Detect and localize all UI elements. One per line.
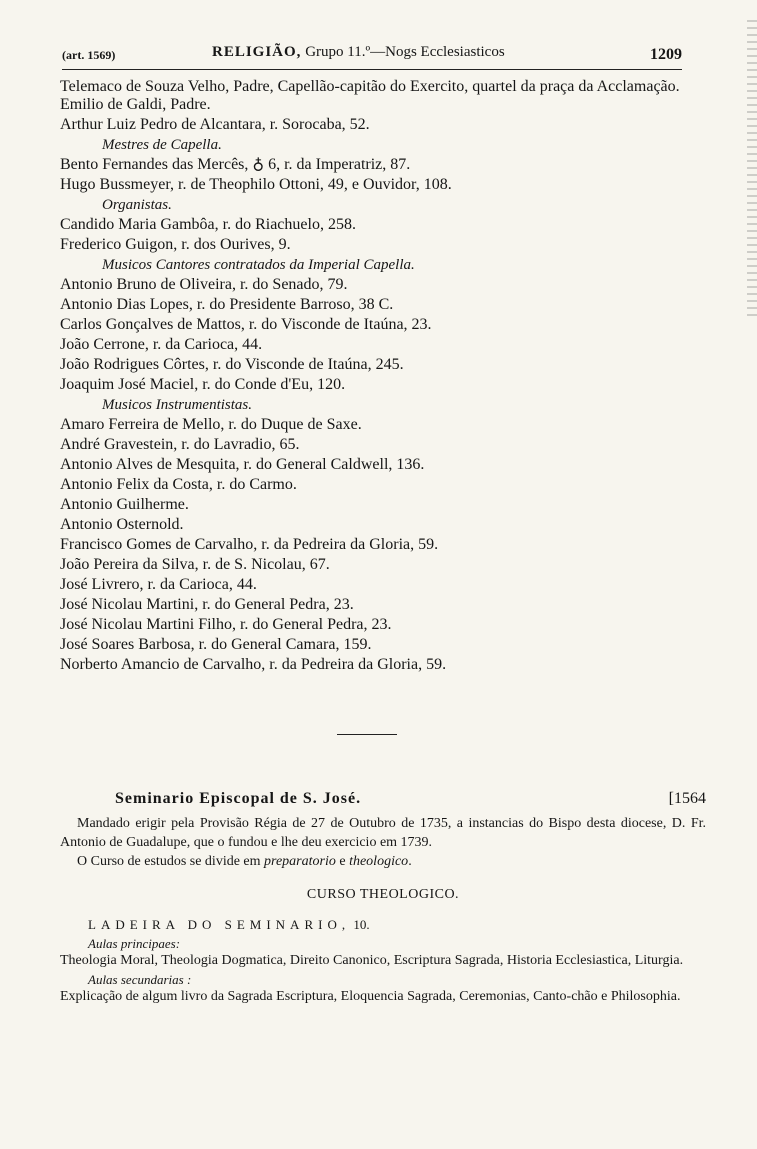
aulas-secundarias-list: Explicação de algum livro da Sagrada Escriptura, Eloquencia Sagrada, Ceremonias, Canto-chão e Philosophia.	[60, 989, 681, 1004]
seminario-section	[60, 790, 706, 1005]
page-edge-artifact	[747, 20, 757, 320]
section-divider	[337, 734, 397, 735]
directory-entry: Arthur Luiz Pedro de Alcantara, r. Sorocaba, 52.	[60, 116, 370, 133]
directory-entry: Amaro Ferreira de Mello, r. do Duque de Saxe.	[60, 416, 362, 433]
page-number: 1209	[650, 46, 682, 63]
directory-entry: Antonio Dias Lopes, r. do Presidente Barroso, 38 C.	[60, 296, 394, 313]
directory-entry: Emilio de Galdi, Padre.	[60, 96, 211, 113]
directory-entry: José Nicolau Martini, r. do General Pedra, 23.	[60, 596, 354, 613]
directory-entry: Antonio Felix da Costa, r. do Carmo.	[60, 476, 297, 493]
running-header	[62, 44, 682, 70]
directory-entry: Hugo Bussmeyer, r. de Theophilo Ottoni, 49, e Ouvidor, 108.	[60, 176, 452, 193]
directory-entry: Norberto Amancio de Carvalho, r. da Pedreira da Gloria, 59.	[60, 656, 447, 673]
directory-entry: Antonio Alves de Mesquita, r. do General Caldwell, 136.	[60, 456, 425, 473]
directory-entry: Bento Fernandes das Mercês, ♁ 6, r. da Imperatriz, 87.	[60, 156, 411, 173]
directory-entry: Francisco Gomes de Carvalho, r. da Pedreira da Gloria, 59.	[60, 536, 439, 553]
header-title-bold: RELIGIÃO,	[212, 44, 302, 60]
section-subheading: Mestres de Capella.	[102, 137, 222, 153]
address-line: LADEIRA DO SEMINARIO, 10.	[88, 917, 370, 932]
directory-entry: João Cerrone, r. da Carioca, 44.	[60, 336, 263, 353]
directory-entry: João Rodrigues Côrtes, r. do Visconde de Itaúna, 245.	[60, 356, 404, 373]
section-subheading: Organistas.	[102, 197, 172, 213]
seminario-title: Seminario Episcopal de S. José.	[115, 790, 362, 807]
directory-entry: João Pereira da Silva, r. de S. Nicolau, 67.	[60, 556, 330, 573]
seminario-code: [1564	[668, 790, 706, 807]
directory-entry: Antonio Bruno de Oliveira, r. do Senado, 79.	[60, 276, 348, 293]
aulas-principaes-list: Theologia Moral, Theologia Dogmatica, Direito Canonico, Escriptura Sagrada, Historia Ecclesiastica, Liturgia.	[60, 953, 684, 968]
directory-entry: Candido Maria Gambôa, r. do Riachuelo, 258.	[60, 216, 356, 233]
directory-entry: Frederico Guigon, r. dos Ourives, 9.	[60, 236, 291, 253]
seminario-heading	[60, 790, 706, 814]
section-subheading: Musicos Cantores contratados da Imperial Capella.	[102, 257, 415, 273]
header-title-rest: Grupo 11.º—Nogs Ecclesiasticos	[301, 44, 505, 60]
directory-entry: Joaquim José Maciel, r. do Conde d'Eu, 120.	[60, 376, 346, 393]
directory-entry: André Gravestein, r. do Lavradio, 65.	[60, 436, 300, 453]
directory-entry: José Livrero, r. da Carioca, 44.	[60, 576, 257, 593]
directory-entry: Telemaco de Souza Velho, Padre, Capellão-capitão do Exercito, quartel da praça da Acclamação.	[60, 78, 680, 95]
directory-entry: Carlos Gonçalves de Mattos, r. do Visconde de Itaúna, 23.	[60, 316, 432, 333]
aulas-principaes-heading: Aulas principaes:	[88, 936, 181, 951]
curso-theologico-title: CURSO THEOLOGICO.	[306, 887, 460, 902]
directory-entry: Antonio Osternold.	[60, 516, 184, 533]
header-title	[212, 44, 505, 61]
seminario-history: Mandado erigir pela Provisão Régia de 27 de Outubro de 1735, a instancias do Bispo desta diocese, D. Fr. Antonio de Guadalupe, que o fundou e lhe deu exercicio em 1739.	[60, 816, 706, 850]
directory-entry: José Nicolau Martini Filho, r. do General Pedra, 23.	[60, 616, 392, 633]
article-reference: (art. 1569)	[62, 48, 116, 62]
directory-entry: José Soares Barbosa, r. do General Camara, 159.	[60, 636, 372, 653]
directory-entry: Antonio Guilherme.	[60, 496, 189, 513]
seminario-course-note: O Curso de estudos se divide em preparatorio e theologico.	[77, 854, 412, 869]
aulas-secundarias-heading: Aulas secundarias :	[88, 972, 192, 987]
section-subheading: Musicos Instrumentistas.	[102, 397, 252, 413]
header-rule	[62, 69, 682, 70]
clergy-musicians-list	[60, 78, 700, 675]
